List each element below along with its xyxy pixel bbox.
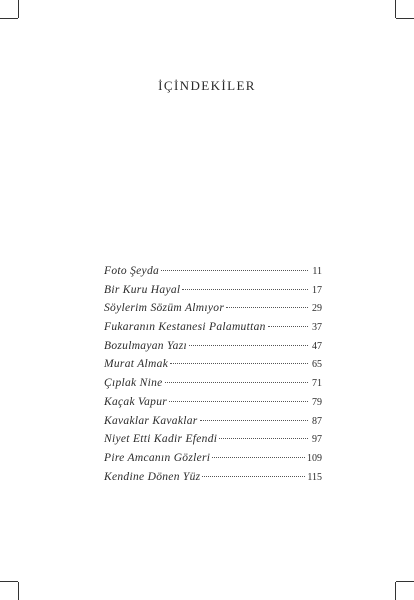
crop-mark-bottom-right-horizontal (396, 581, 414, 582)
dot-leader (170, 363, 308, 364)
toc-entry-title: Murat Almak (104, 358, 169, 371)
crop-mark-bottom-right-vertical (395, 582, 396, 600)
toc-entry-page: 79 (312, 396, 322, 408)
dot-leader (169, 401, 308, 402)
dot-leader (226, 307, 308, 308)
toc-entry-title: Foto Şeyda (104, 265, 160, 277)
toc-entry-title: Pire Amcanın Gözleri (104, 451, 211, 464)
dot-leader (212, 457, 305, 458)
toc-entry-title: Bozulmayan Yazı (104, 339, 187, 352)
toc-entry-page: 29 (312, 303, 322, 315)
toc-entry-title: Kavaklar Kavaklar (104, 414, 198, 427)
toc-entry-page: 87 (312, 415, 322, 427)
dot-leader (182, 289, 308, 290)
toc-entry (104, 374, 322, 393)
toc-entry-page: 109 (307, 452, 322, 464)
toc-entry-title: Söylerim Sözüm Almıyor (104, 302, 225, 315)
toc-entry (104, 281, 322, 300)
toc-entry (104, 449, 322, 468)
toc-entry-page: 65 (312, 359, 322, 371)
toc-entry-page: 11 (312, 266, 322, 277)
toc-entry (104, 318, 322, 337)
toc-entry (104, 337, 322, 356)
toc-entry (104, 299, 322, 318)
toc-entry (104, 355, 322, 374)
toc-entry-page: 115 (307, 471, 322, 483)
toc-entry-title: Çıplak Nine (104, 377, 163, 390)
dot-leader (202, 476, 305, 477)
page-title: İÇİNDEKİLER (158, 78, 256, 93)
crop-mark-top-right-vertical (395, 0, 396, 18)
dot-leader (161, 270, 308, 271)
table-of-contents (104, 262, 322, 486)
crop-mark-top-left-horizontal (0, 18, 18, 19)
toc-entry (104, 262, 322, 281)
crop-mark-top-left-vertical (18, 0, 19, 18)
toc-entry-title: Fukaranın Kestanesi Palamuttan (104, 321, 266, 334)
dot-leader (189, 345, 308, 346)
toc-entry-title: Niyet Etti Kadir Efendi (104, 433, 218, 446)
toc-entry (104, 468, 322, 487)
toc-entry-page: 71 (312, 378, 322, 390)
toc-entry-page: 17 (312, 284, 322, 296)
crop-mark-bottom-left-horizontal (0, 581, 18, 582)
crop-mark-bottom-left-vertical (18, 582, 19, 600)
toc-entry (104, 412, 322, 431)
toc-entry-page: 47 (312, 340, 322, 352)
toc-entry (104, 430, 322, 449)
crop-mark-top-right-horizontal (396, 18, 414, 19)
toc-entry-title: Bir Kuru Hayal (104, 283, 181, 296)
dot-leader (268, 326, 308, 327)
toc-entry-title: Kaçak Vapur (104, 395, 168, 408)
toc-entry-title: Kendine Dönen Yüz (104, 470, 201, 483)
toc-entry-page: 37 (312, 322, 322, 334)
dot-leader (200, 420, 308, 421)
toc-entry-page: 97 (312, 434, 322, 446)
dot-leader (165, 382, 308, 383)
toc-entry (104, 393, 322, 412)
dot-leader (219, 438, 308, 439)
